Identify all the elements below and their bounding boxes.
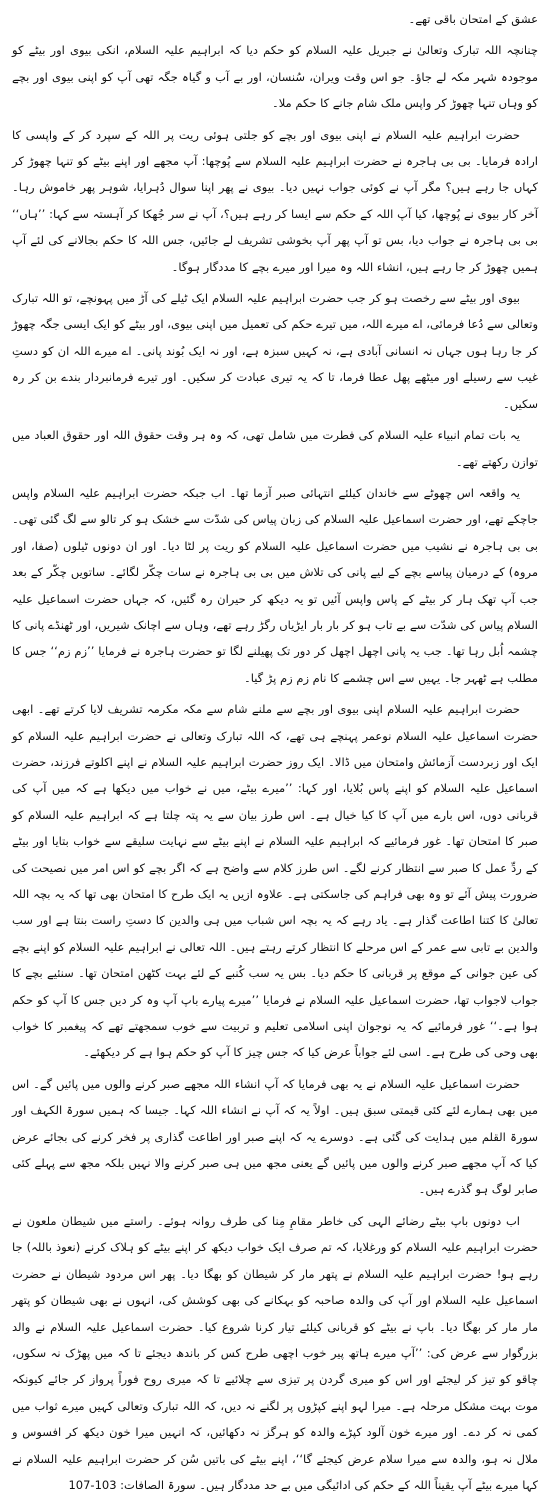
paragraph-8: حضرت اسماعیل علیہ السلام نے یہ بھی فرمایا کہ آپ انشاء اللہ مجھے صبر کرنے والوں میں پائیں گے۔ اس میں بھی ہمارے لئے کئی قیمتی سبق ہیں۔ اولاً یہ کہ آپ نے انشاء اللہ کہا۔ جیسا کہ ہمیں سورۃ الکہف اور سورۃ القلم میں ہدایت کی گئی ہے۔ دوسرے یہ کہ اپنے صبر اور اطاعت گذاری پر فخر کرنے کی بجائے عرض کیا کہ آپ مجھے صبر کرنے والوں میں پائیں گے یعنی مجھ میں ہی صبر کرنے والا نہیں بلکہ مجھ سے پہلے کئی صابر لوگ ہو گذرے ہیں۔: [12, 1076, 538, 1197]
paragraph-2: چنانچہ اللہ تبارک وتعالیٰ نے جبریل علیہ السلام کو حکم دیا کہ ابراہیم علیہ السلام، انکی بیوی اور بیٹے کو موجودہ شہر مکہ لے جاؤ۔ جو اس وقت ویران، سُنسان، اور بے آب و گیاہ جگہ تھی آپ کو اپنی بیوی اور بچے کو وہاں تنہا چھوڑ کر واپس ملک شام جانے کا حکم ملا۔: [12, 43, 538, 111]
paragraph-3: حضرت ابراہیم علیہ السلام نے اپنی بیوی اور بچے کو جلتی ہوئی ریت پر اللہ کے سپرد کر کے واپسی کا ارادہ فرمایا۔ بی بی ہاجرہ نے حضرت ابراہیم علیہ السلام سے پُوچھا: آپ مجھے اور اپنے بیٹے کو تنہا چھوڑ کر کہاں جا رہے ہیں؟ مگر آپ نے کوئی جواب نہیں دیا۔ بیوی نے پھر اپنا سوال دُہرایا، شوہر پھر خاموش رہا۔ آخر کار بیوی نے پُوچھا، کیا آپ اللہ کے حکم سے ایسا کر رہے ہیں؟، آپ نے سر جُھکا کر آہستہ سے کہا: ’’ہاں‘‘ بی بی ہاجرہ نے جواب دیا، بس تو آپ پھر آپ بخوشی تشریف لے جائیں، جس اللہ کا حکم بجالانے کی لئے آپ ہمیں چھوڑ کر جا رہے ہیں، انشاء اللہ وہ میرا اور میرے بچے کا مددگار ہوگا۔: [12, 127, 538, 274]
paragraph-9-text: اب دونوں باپ بیٹے رضائے الہی کی خاطر مقامِ مِنا کی طرف روانہ ہوئے۔ راستے میں شیطان ملعون نے حضرت ابراہیم علیہ السلام کو ورغلایا، کہ تم صرف ایک خواب دیکھ کر اپنے بیٹے کو ہلاک کرنے (نعوذ باللہ) جا رہے ہو! حضرت ابراہیم علیہ السلام نے پتھر مار کر شیطان کو بھگا دیا۔ پھر اس مردود شیطان نے حضرت اسماعیل علیہ السلام اور آپ کی والدہ صاحبہ کو بہکانے کی بھی کوشش کی، انہوں نے بھی شیطان کو پتھر مار مار کر بھگا دیا۔ باپ نے بیٹے کو قربانی کیلئے تیار کرنا شروع کیا۔ حضرت اسماعیل علیہ السلام نے والد بزرگوار سے عرض کی: ’’آپ میرے ہاتھ پیر خوب اچھی طرح کس کر باندھ دیجئے تا کہ میں پھڑک نہ سکوں، چاقو کو تیز کر لیجئے اور اس کو میری گردن پر تیزی سے چلائیے تا کہ میری روح فوراً پرواز کر جائے کیونکہ موت بہت مشکل مرحلہ ہے۔ میرا لہو اپنے کپڑوں پر لگنے نہ دیں، کہ اللہ تبارک وتعالی کہیں میرے ثواب میں کمی نہ کر دے۔ اور میرے خون آلود کپڑے والدہ کو ہرگز نہ دکھائیں، کہ انہیں میرا خون دیکھ کر افسوس و ملال نہ ہو، والدہ سے میرا سلام عرض کیجئے گا‘‘، اپنے بیٹے کی باتیں سُن کر حضرت ابراہیم علیہ السلام نے کہا میرے بیٹے آپ یقیناً اللہ کے حکم کی ادائیگی میں بے حد مددگار ہیں۔: [12, 1213, 538, 1492]
paragraph-6: یہ واقعہ اس چھوٹے سے خاندان کیلئے انتہائی صبر آزما تھا۔ اب جبکہ حضرت ابراہیم علیہ السلام واپس جاچکے تھے، اور حضرت اسماعیل علیہ السلام کی زبان پیاس کی شدّت سے خشک ہو کر تالو سے لگ گئی تھی۔ بی بی ہاجرہ نے نشیب میں حضرت اسماعیل علیہ السلام کو ریت پر لٹا دیا۔ اور ان دونوں ٹیلوں (صفا، اور مروہ) کے درمیان پیاسے بچے کے لیے پانی کی تلاش میں بی بی ہاجرہ نے سات چکّر لگائے۔ ساتویں چکّر کے بعد جب آپ تھک ہار کر بیٹے کے پاس واپس آئیں تو یہ دیکھ کر حیران رہ گئیں، کہ جہاں حضرت اسماعیل علیہ السلام پیاس کی شدّت سے بے تاب ہو کر بار بار ایڑیاں رگڑ رہے تھے، وہاں سے اچانک شیریں، اور ٹھنڈے پانی کا چشمہ اُبل رہا تھا۔ جب یہ پانی اچھل اچھل کر دور تک پھیلنے لگا تو حضرت ہاجرہ نے فرمایا ’’زم زم‘‘ جس کا مطلب ہے ٹھہر جا۔ یہیں سے اس چشمے کا نام زم زم پڑ گیا۔: [12, 485, 538, 685]
paragraph-7: حضرت ابراہیم علیہ السلام اپنی بیوی اور بچے سے ملنے شام سے مکہ مکرمہ تشریف لایا کرتے تھے۔ ابھی حضرت اسماعیل علیہ السلام نوعمر پہنچے ہی تھے، کہ اللہ تبارک وتعالی نے حضرت ابراہیم علیہ السلام کو ایک اور زبردست آزمائش وامتحان میں ڈالا۔ ایک روز حضرت ابراہیم علیہ السلام نے اپنے اکلوتے فرزند، حضرت اسماعیل علیہ السلام کو اپنے پاس بُلایا، اور کہا: ’’میرے بیٹے، میں نے خواب میں دیکھا ہے کہ میں آپ کی قربانی دوں، اس بارے میں آپ کا کیا خیال ہے۔ اس طرز بیان سے یہ پتہ چلتا ہے کہ ابراہیم علیہ السلام کو صبر کا امتحان تھا۔ غور فرمائیے کہ ابراہیم علیہ السلام نے اپنے بیٹے سے نہایت سلیقے سے خواب بتایا اور بیٹے کے ردِّ عمل کا صبر سے انتظار کرنے لگے۔ اس طرز کلام سے واضح ہے کہ اگر بچے کو اس امر میں نصیحت کی ضرورت پیش آئے تو وہ بھی فراہم کی جاسکتی ہے۔ علاوہ ازیں یہ ایک طرح کا امتحان بھی تھا کہ یہ بچہ اللہ تعالیٰ کا کتنا اطاعت گذار ہے۔ یاد رہے کہ یہ بچہ اس شباب میں ہی والدین کا دستِ راست بنتا ہے اور سب والدین بے تابی سے عمر کے اس مرحلے کا انتظار کرتے رہتے ہیں۔ اللہ تعالی نے ابراہیم علیہ السلام کو اپنے بچے کی عین جوانی کے موقع پر قربانی کا حکم دیا۔ بس یہ سب کُنبے کے لئے بہت کٹھن امتحان تھا۔ سنئیے بچے کا جواب لاجواب تھا، حضرت اسماعیل علیہ السلام نے فرمایا ’’میرے پیارے باپ آپ وہ کر دیں جس کا آپ کو حکم ہوا ہے۔‘‘ غور فرمائیے کہ یہ نوجوان اپنی اسلامی تعلیم و تربیت سے خوب سمجھتے تھے کہ پیغمبر کا خواب بھی وحی کی طرح ہے۔ اسی لئے جواباً عرض کیا کہ جس چیز کا آپ کو حکم ہوا ہے کر دیکھئے۔: [12, 702, 538, 1060]
paragraph-4: بیوی اور بیٹے سے رخصت ہو کر جب حضرت ابراہیم علیہ السلام ایک ٹیلے کی آڑ میں پہونچے، تو اللہ تبارک وتعالی سے دُعا فرمائی، اے میرے اللہ، میں تیرے حکم کی تعمیل میں اپنی بیوی، اور بیٹے کو ایک ایسی جگہ چھوڑ کر جا رہا ہوں جہاں نہ انسانی آبادی ہے، نہ کہیں سبزہ ہے، اور نہ ایک بُوند پانی۔ اے میرے اللہ ان کو دستِ غیب سے رسیلے اور میٹھے پھل عطا فرما، تا کہ یہ تیری عبادت کر سکیں۔ اور تیرے فرمانبردار بندے بن کر رہ سکیں۔: [12, 291, 538, 411]
paragraph-5: یہ بات تمام انبیاء علیہ السلام کی فطرت میں شامل تھی، کہ وہ ہر وقت حقوق اللہ اور حقوق العباد میں توازن رکھتے تھے۔: [12, 428, 538, 469]
quran-reference: سورۃ الصافات: 103-107: [68, 1477, 196, 1492]
paragraph-9: [12, 1208, 538, 1498]
paragraph-1: عشق کے امتحان باقی تھے۔: [408, 12, 538, 26]
